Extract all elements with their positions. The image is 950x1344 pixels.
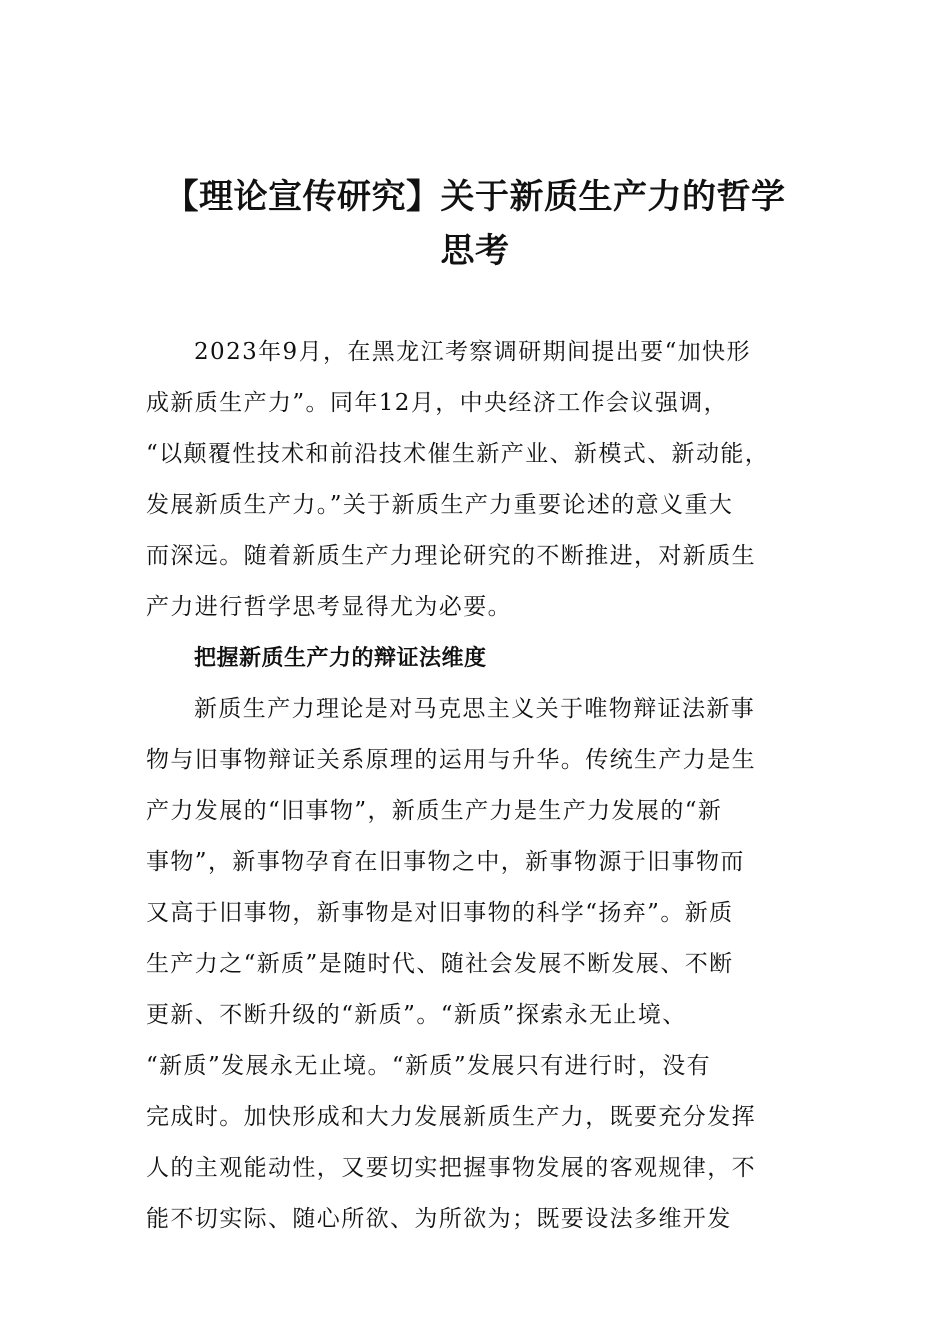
document-title: [140, 170, 810, 278]
text-line: 完成时。加快形成和大力发展新质生产力，既要充分发挥: [146, 1104, 756, 1130]
title-line-2: 思考: [440, 231, 510, 271]
text-line: 产力发展的“旧事物”，新质生产力是生产力发展的“新: [146, 798, 723, 824]
text-line: 产力进行哲学思考显得尤为必要。: [146, 594, 512, 620]
text-line: 更新、不断升级的“新质”。“新质”探索永无止境、: [146, 1002, 687, 1028]
text-line: “以颠覆性技术和前沿技术催生新产业、新模式、新动能，: [146, 441, 770, 467]
text-line: 物与旧事物辩证关系原理的运用与升华。传统生产力是生: [146, 747, 756, 773]
text-line: 生产力之“新质”是随时代、随社会发展不断发展、不断: [146, 951, 734, 977]
document-body: [146, 327, 786, 1245]
paragraph-dialectics: [146, 684, 786, 1245]
text-line: 而深远。随着新质生产力理论研究的不断推进，对新质生: [146, 543, 756, 569]
text-line: “新质”发展永无止境。“新质”发展只有进行时，没有: [146, 1053, 712, 1079]
text-line: 事物”，新事物孕育在旧事物之中，新事物源于旧事物而: [146, 849, 745, 875]
text-line: 成新质生产力”。同年12月，中央经济工作会议强调，: [146, 390, 729, 416]
text-line: 新质生产力理论是对马克思主义关于唯物辩证法新事: [194, 696, 756, 722]
paragraph-intro: [146, 327, 786, 633]
text-line: 又高于旧事物，新事物是对旧事物的科学“扬弃”。新质: [146, 900, 734, 926]
text-line: 2023年9月，在黑龙江考察调研期间提出要“加快形: [194, 339, 751, 365]
text-line: 人的主观能动性，又要切实把握事物发展的客观规律，不: [146, 1155, 756, 1181]
title-line-1: 【理论宣传研究】关于新质生产力的哲学: [164, 177, 786, 217]
text-line: 发展新质生产力。”关于新质生产力重要论述的意义重大: [146, 492, 734, 518]
text-line: 能不切实际、随心所欲、为所欲为；既要设法多维开发: [146, 1206, 732, 1232]
section-heading: 把握新质生产力的辩证法维度: [194, 646, 487, 671]
